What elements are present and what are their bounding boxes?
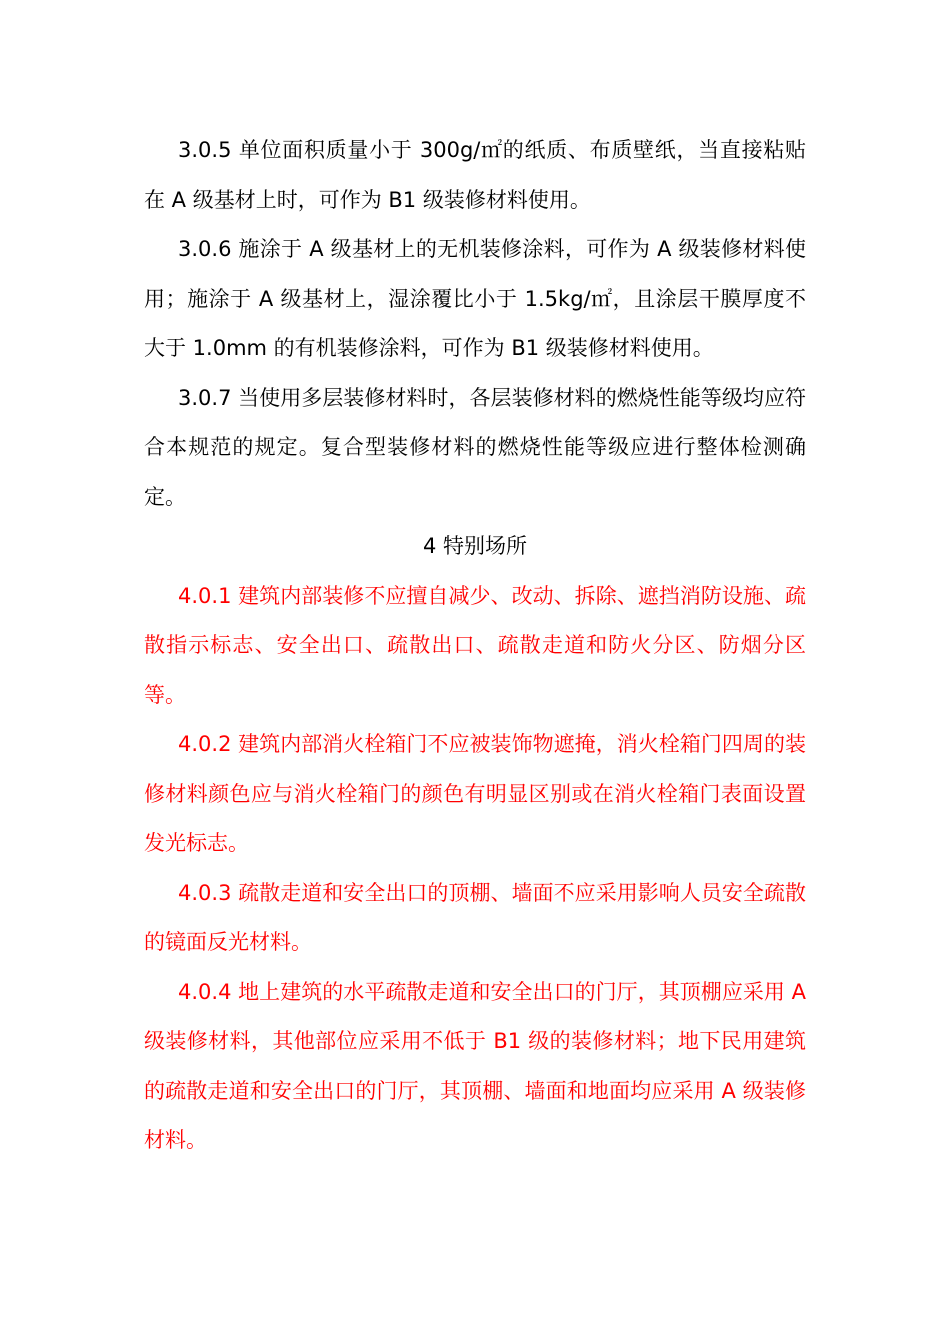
clause-4-0-3: 4.0.3 疏散走道和安全出口的顶棚、墙面不应采用影响人员安全疏散的镜面反光材料。 xyxy=(144,880,806,954)
clause-3-0-5: 3.0.5 单位面积质量小于 300g/㎡的纸质、布质壁纸，当直接粘贴在 A 级基材上时，可作为 B1 级装修材料使用。 xyxy=(144,138,806,212)
clause-4-0-4: 4.0.4 地上建筑的水平疏散走道和安全出口的门厅，其顶棚应采用 A 级装修材料，其他部位应采用不低于 B1 级的装修材料；地下民用建筑的疏散走道和安全出口的门厅，其顶棚、墙面和地面均应采用 A 级装修材料。 xyxy=(144,979,806,1152)
clause-3-0-6: 3.0.6 施涂于 A 级基材上的无机装修涂料，可作为 A 级装修材料使用；施涂于 A 级基材上，湿涂覆比小于 1.5kg/㎡，且涂层干膜厚度不大于 1.0mm 的有机装修涂料，可作为 B1 级装修材料使用。 xyxy=(144,237,806,360)
section-4-title: 4 特别场所 xyxy=(422,534,528,558)
clause-3-0-7: 3.0.7 当使用多层装修材料时，各层装修材料的燃烧性能等级均应符合本规范的规定。复合型装修材料的燃烧性能等级应进行整体检测确定。 xyxy=(144,385,806,509)
clause-4-0-1: 4.0.1 建筑内部装修不应擅自减少、改动、拆除、遮挡消防设施、疏散指示标志、安全出口、疏散出口、疏散走道和防火分区、防烟分区等。 xyxy=(144,583,806,707)
document-page xyxy=(144,126,806,1166)
clause-4-0-2: 4.0.2 建筑内部消火栓箱门不应被装饰物遮掩，消火栓箱门四周的装修材料颜色应与消火栓箱门的颜色有明显区别或在消火栓箱门表面设置发光标志。 xyxy=(144,732,806,855)
